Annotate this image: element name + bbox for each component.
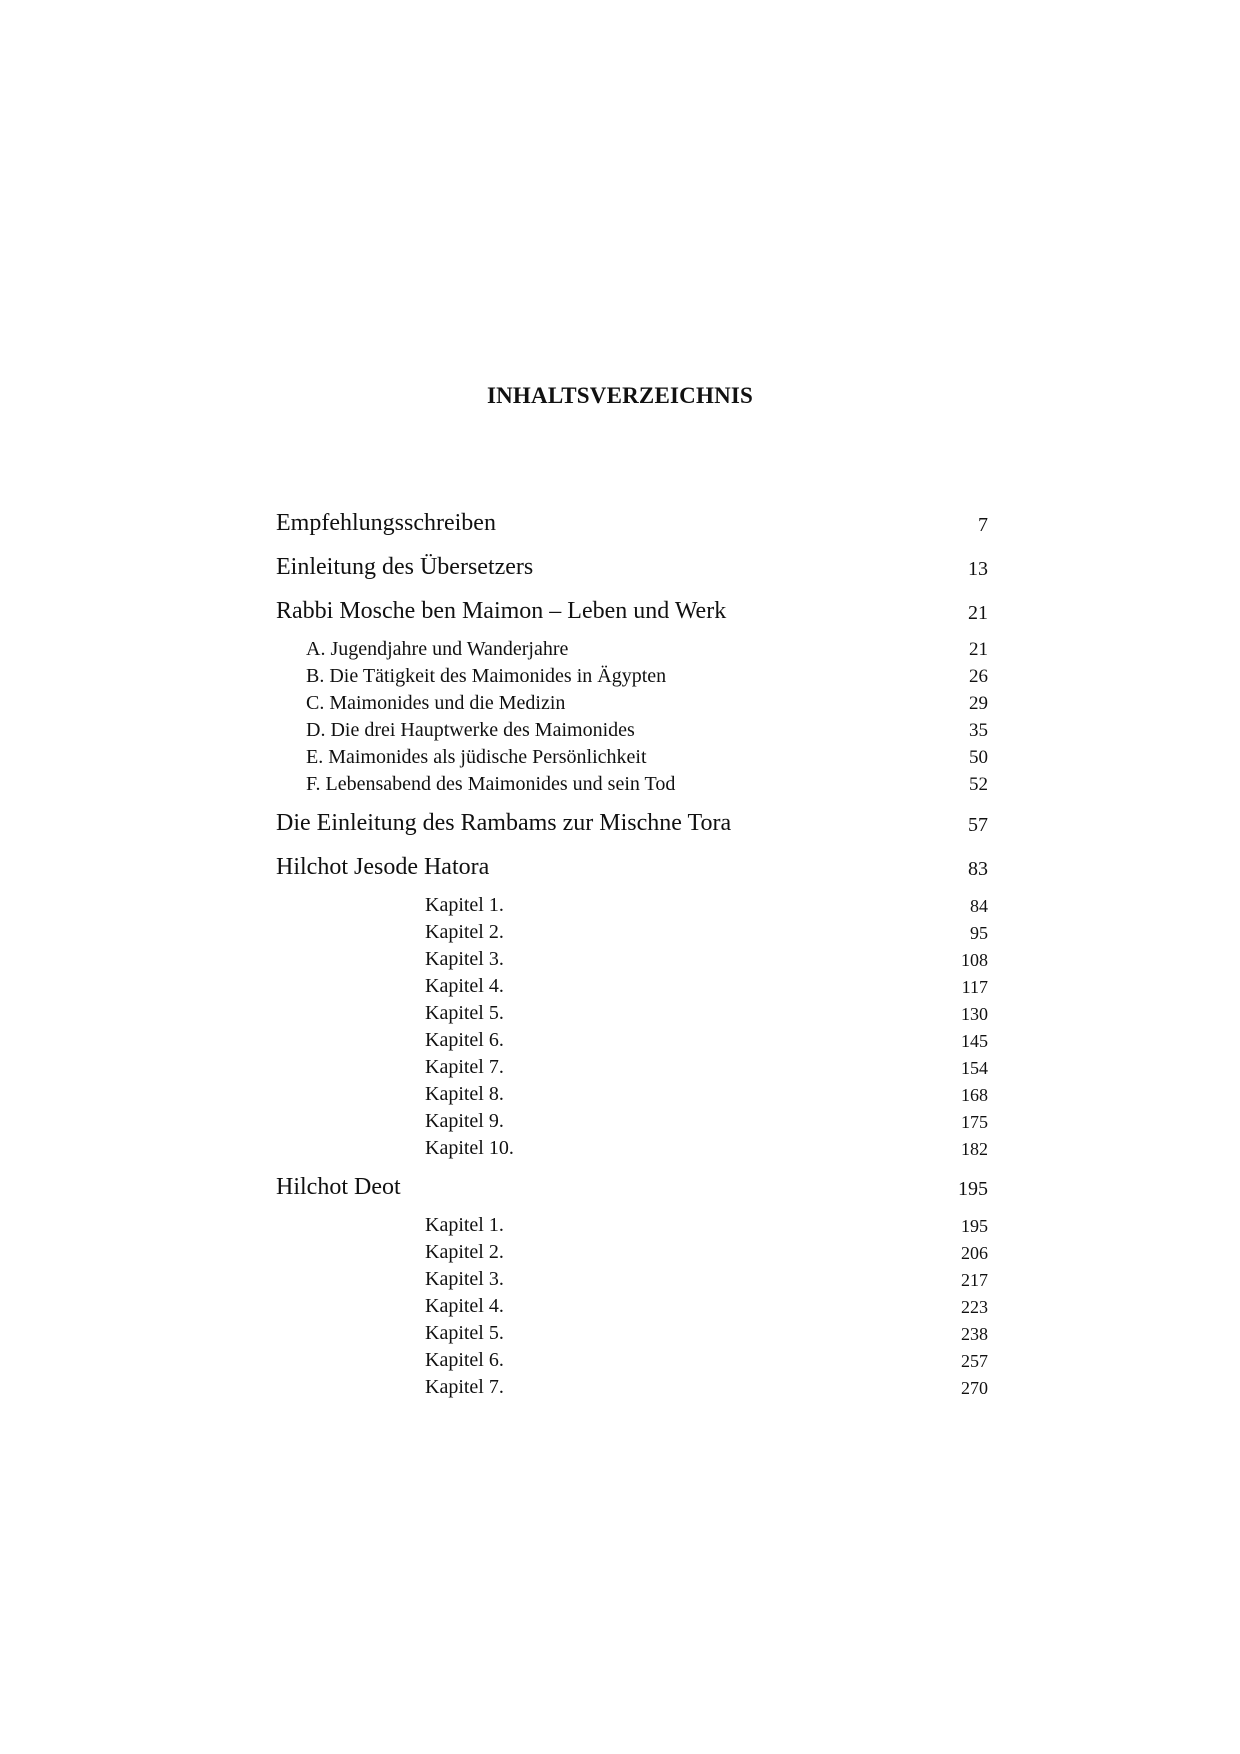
toc-entry-label: Kapitel 8. — [425, 1083, 504, 1105]
toc-entry-label: Einleitung des Übersetzers — [276, 554, 534, 580]
toc-entry-label: Kapitel 10. — [425, 1137, 514, 1159]
toc-entry — [0, 549, 1240, 579]
toc-entry-label: Kapitel 2. — [425, 1241, 504, 1263]
toc-entry-label: Kapitel 5. — [425, 1002, 504, 1024]
toc-entry-label: D. Die drei Hauptwerke des Maimonides — [306, 719, 635, 741]
toc-chapter — [0, 1286, 1240, 1316]
page-title: INHALTSVERZEICHNIS — [486, 383, 754, 408]
toc-chapter — [0, 1074, 1240, 1104]
toc-entry-label: B. Die Tätigkeit des Maimonides in Ägypten — [306, 665, 667, 687]
toc-entry — [0, 1169, 1240, 1199]
toc-entry-page: 182 — [961, 1139, 988, 1159]
toc-entry-page: 270 — [961, 1378, 988, 1398]
toc-entry-page: 195 — [958, 1178, 988, 1200]
toc-entry-page: 13 — [968, 558, 988, 580]
toc-chapter — [0, 1232, 1240, 1262]
toc-entry-page: 26 — [969, 666, 988, 687]
toc-entry-label: A. Jugendjahre und Wanderjahre — [306, 638, 569, 660]
toc-chapter — [0, 966, 1240, 996]
toc-entry-page: 145 — [961, 1031, 988, 1051]
toc-entry-label: Kapitel 9. — [425, 1110, 504, 1132]
toc-chapter — [0, 912, 1240, 942]
toc-entry-page: 50 — [969, 747, 988, 768]
toc-entry-page: 217 — [961, 1270, 988, 1290]
toc-entry-label: Kapitel 5. — [425, 1322, 504, 1344]
toc-entry-label: Kapitel 3. — [425, 1268, 504, 1290]
toc-subentry — [0, 656, 1240, 686]
toc-entry-label: Kapitel 6. — [425, 1349, 504, 1371]
toc-chapter — [0, 885, 1240, 915]
toc-entry-label: Die Einleitung des Rambams zur Mischne Tora — [276, 810, 732, 836]
toc-entry-page: 21 — [969, 639, 988, 660]
toc-entry-label: Hilchot Deot — [276, 1174, 401, 1200]
toc-entry-label: Kapitel 4. — [425, 1295, 504, 1317]
toc-entry-page: 7 — [978, 514, 988, 536]
toc-entry-label: Kapitel 7. — [425, 1056, 504, 1078]
toc-entry-label: Hilchot Jesode Hatora — [276, 854, 490, 880]
toc-entry-page: 195 — [961, 1216, 988, 1236]
toc-entry — [0, 849, 1240, 879]
toc-entry-page: 29 — [969, 693, 988, 714]
toc-entry — [0, 593, 1240, 623]
toc-chapter — [0, 939, 1240, 969]
toc-entry-label: Rabbi Mosche ben Maimon – Leben und Werk — [276, 598, 727, 624]
toc-chapter — [0, 993, 1240, 1023]
toc-chapter — [0, 1367, 1240, 1397]
toc-entry-label: Kapitel 1. — [425, 894, 504, 916]
toc-subentry — [0, 683, 1240, 713]
toc-chapter — [0, 1020, 1240, 1050]
toc-subentry — [0, 764, 1240, 794]
toc-entry-page: 238 — [961, 1324, 988, 1344]
toc-entry-page: 257 — [961, 1351, 988, 1371]
toc-chapter — [0, 1047, 1240, 1077]
toc-entry-page: 175 — [961, 1112, 988, 1132]
toc-subentry — [0, 737, 1240, 767]
toc-entry-page: 223 — [961, 1297, 988, 1317]
toc-chapter — [0, 1259, 1240, 1289]
toc-entry-label: Kapitel 7. — [425, 1376, 504, 1398]
toc-entry-page: 168 — [961, 1085, 988, 1105]
toc-entry-page: 84 — [970, 896, 988, 916]
toc-subentry — [0, 710, 1240, 740]
toc-entry-page: 83 — [968, 858, 988, 880]
toc-entry-page: 95 — [970, 923, 988, 943]
toc-entry-label: C. Maimonides und die Medizin — [306, 692, 566, 714]
toc-entry — [0, 805, 1240, 835]
toc-chapter — [0, 1205, 1240, 1235]
toc-entry-page: 130 — [961, 1004, 988, 1024]
toc-entry-page: 52 — [969, 774, 988, 795]
toc-chapter — [0, 1313, 1240, 1343]
toc-chapter — [0, 1128, 1240, 1158]
toc-entry-label: Kapitel 2. — [425, 921, 504, 943]
toc-entry-page: 154 — [961, 1058, 988, 1078]
toc-entry-label: Kapitel 1. — [425, 1214, 504, 1236]
toc-chapter — [0, 1101, 1240, 1131]
toc-chapter — [0, 1340, 1240, 1370]
toc-entry-label: F. Lebensabend des Maimonides und sein Tod — [306, 773, 676, 795]
toc-entry-page: 35 — [969, 720, 988, 741]
toc-entry — [0, 505, 1240, 535]
toc-entry-page: 108 — [961, 950, 988, 970]
toc-entry-page: 57 — [968, 814, 988, 836]
toc-entry-page: 21 — [968, 602, 988, 624]
toc-entry-page: 206 — [961, 1243, 988, 1263]
toc-entry-label: Empfehlungsschreiben — [276, 510, 496, 536]
toc-entry-label: Kapitel 3. — [425, 948, 504, 970]
toc-entry-label: E. Maimonides als jüdische Persönlichkeit — [306, 746, 647, 768]
toc-entry-label: Kapitel 4. — [425, 975, 504, 997]
toc-entry-page: 117 — [961, 977, 988, 997]
toc-subentry — [0, 629, 1240, 659]
toc-entry-label: Kapitel 6. — [425, 1029, 504, 1051]
